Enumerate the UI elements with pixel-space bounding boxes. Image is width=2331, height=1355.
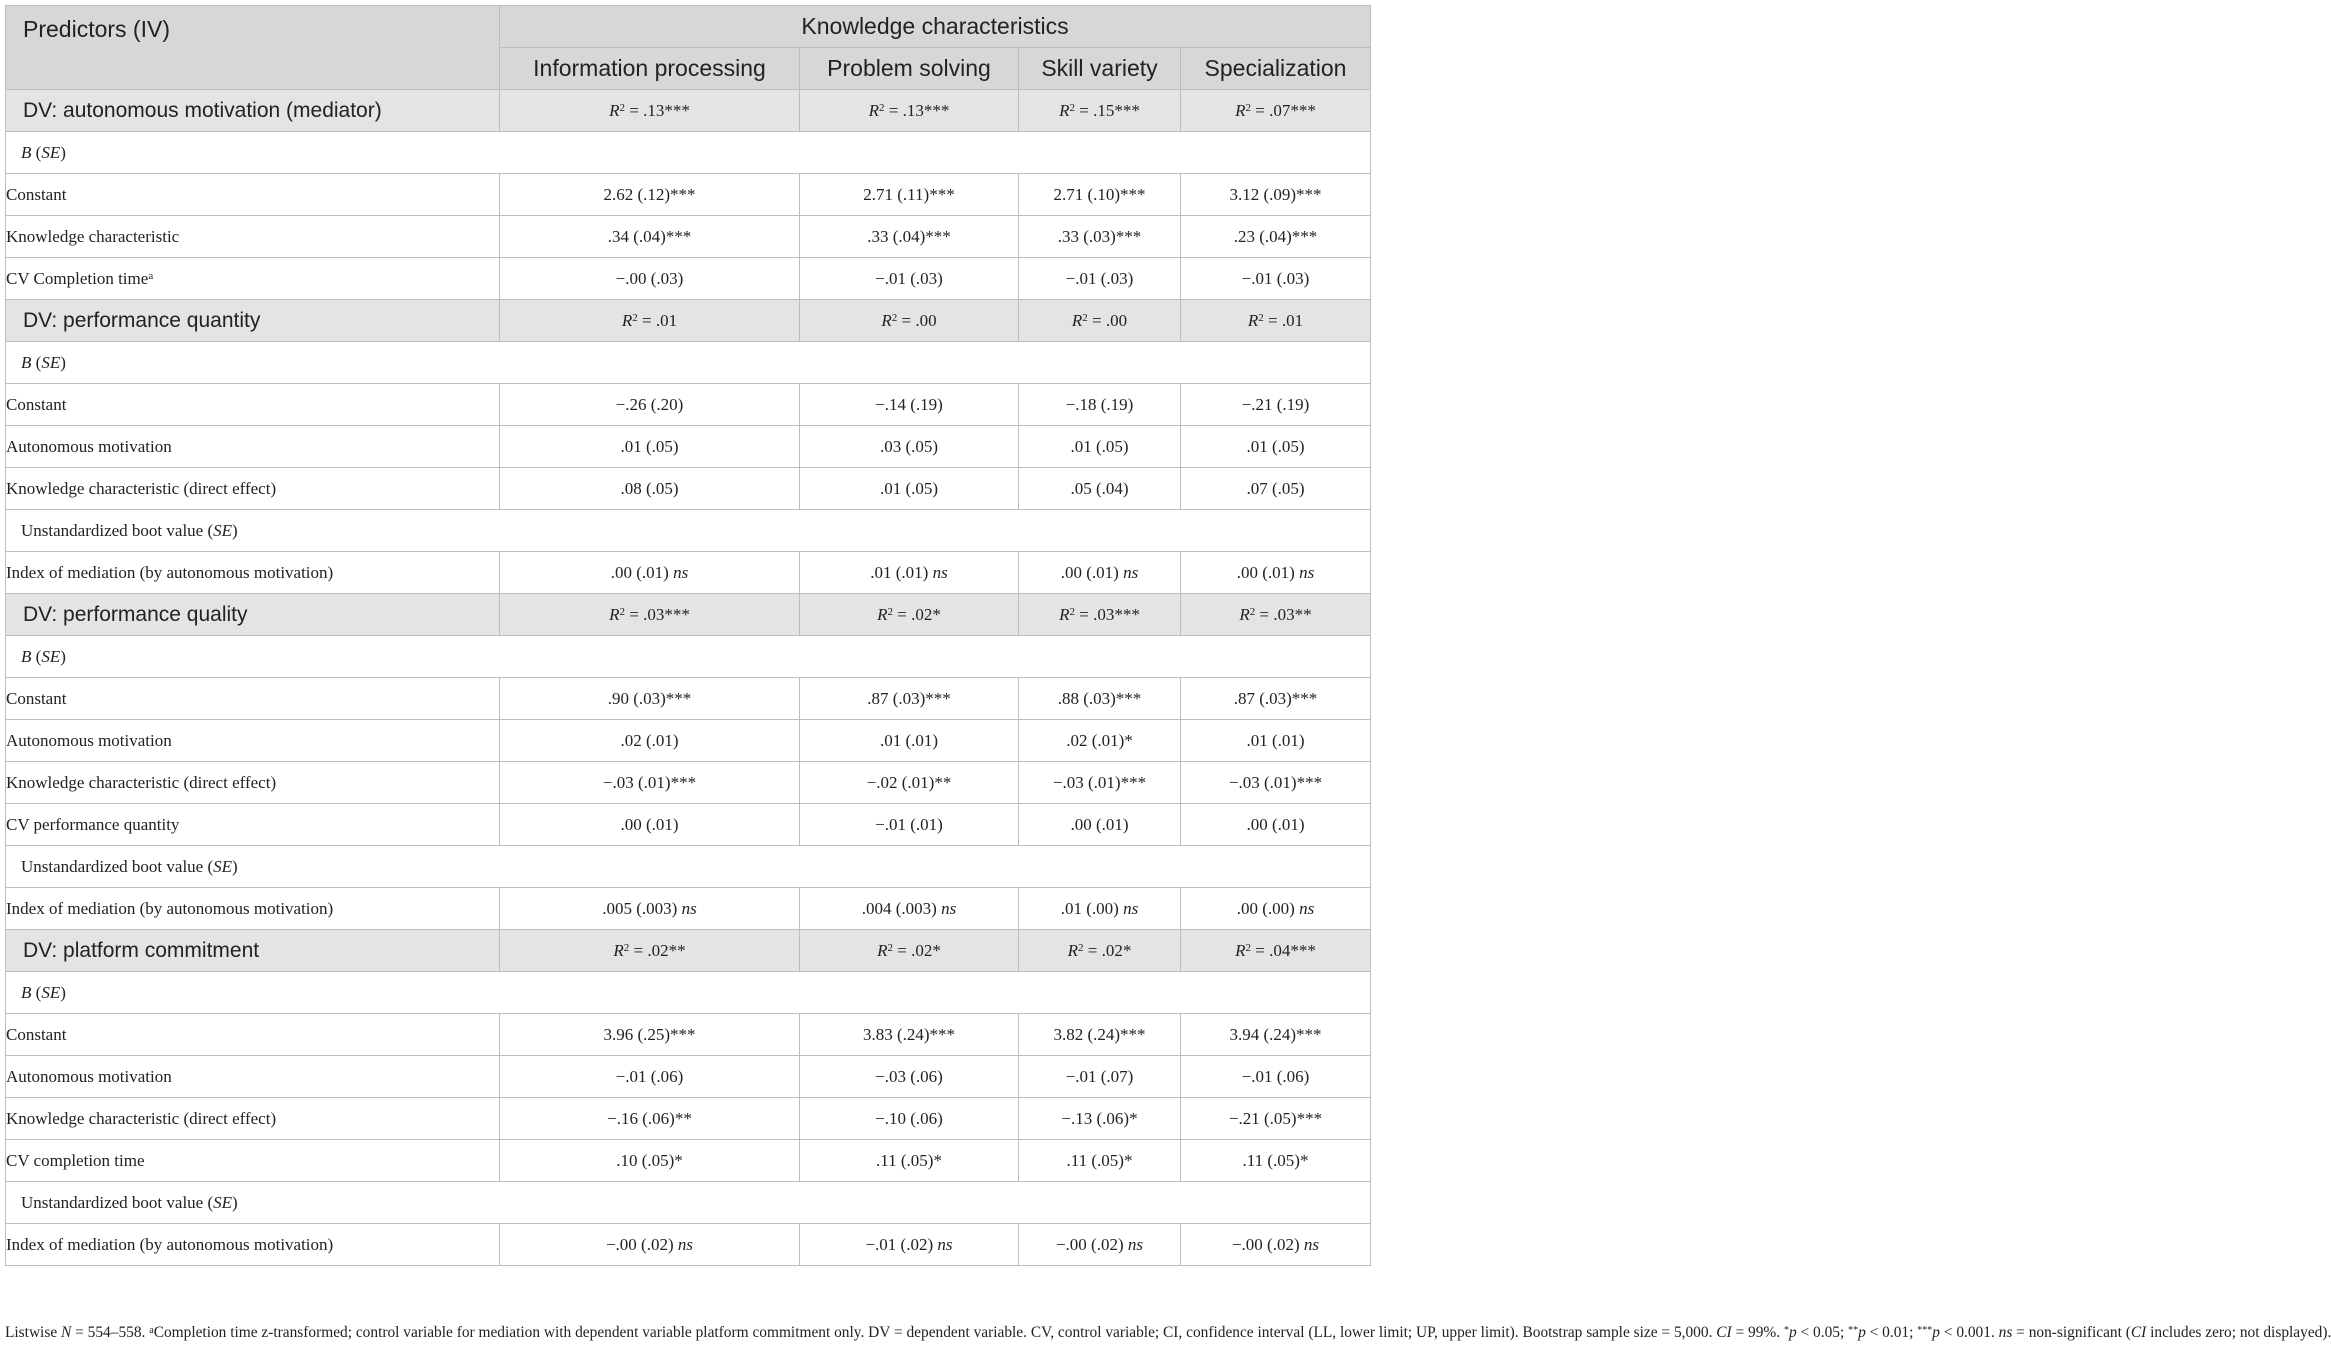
subheader-label: Unstandardized boot value (SE) bbox=[6, 846, 1371, 888]
value-cell: −.00 (.03) bbox=[500, 258, 800, 300]
r-squared-value: = .03*** bbox=[629, 604, 690, 624]
value-cell: −.01 (.07) bbox=[1019, 1056, 1181, 1098]
value-cell: 2.62 (.12)*** bbox=[500, 174, 800, 216]
column-header-specialization: Specialization bbox=[1181, 48, 1371, 90]
value-cell: −.00 (.02) ns bbox=[1019, 1224, 1181, 1266]
row-label: Index of mediation (by autonomous motivation) bbox=[6, 1224, 500, 1266]
column-header-problem-solving: Problem solving bbox=[800, 48, 1019, 90]
subheader-label: B (SE) bbox=[6, 342, 1371, 384]
r-squared-value: = .03** bbox=[1259, 604, 1312, 624]
value-cell: .11 (.05)* bbox=[1181, 1140, 1371, 1182]
r-squared-cell: $R^2 = .01$ bbox=[1181, 300, 1371, 342]
value-cell: −.21 (.19) bbox=[1181, 384, 1371, 426]
knowledge-characteristics-header: Knowledge characteristics bbox=[500, 6, 1371, 48]
r-squared-cell: $R^2 = .03***$ bbox=[1019, 594, 1181, 636]
table-row bbox=[6, 258, 1371, 300]
value-cell: .33 (.04)*** bbox=[800, 216, 1019, 258]
value-cell: −.16 (.06)** bbox=[500, 1098, 800, 1140]
section-row bbox=[6, 300, 1371, 342]
value-cell: 3.82 (.24)*** bbox=[1019, 1014, 1181, 1056]
section-row bbox=[6, 930, 1371, 972]
row-label: CV completion time bbox=[6, 1140, 500, 1182]
r-squared-value: = .01 bbox=[642, 310, 678, 330]
r-squared-value: = .07*** bbox=[1255, 100, 1316, 120]
table-row bbox=[6, 174, 1371, 216]
r-squared-cell: $R^2 = .15***$ bbox=[1019, 90, 1181, 132]
value-cell: .23 (.04)*** bbox=[1181, 216, 1371, 258]
value-cell: −.10 (.06) bbox=[800, 1098, 1019, 1140]
value-cell: .01 (.01) ns bbox=[800, 552, 1019, 594]
value-cell: .11 (.05)* bbox=[800, 1140, 1019, 1182]
r-squared-value: = .01 bbox=[1268, 310, 1304, 330]
subheader-label: B (SE) bbox=[6, 636, 1371, 678]
value-cell: .01 (.05) bbox=[800, 468, 1019, 510]
value-cell: .90 (.03)*** bbox=[500, 678, 800, 720]
value-cell: .01 (.05) bbox=[500, 426, 800, 468]
table-row bbox=[6, 468, 1371, 510]
table-row bbox=[6, 1056, 1371, 1098]
r-squared-value: = .02** bbox=[633, 940, 686, 960]
value-cell: 3.83 (.24)*** bbox=[800, 1014, 1019, 1056]
row-label: Autonomous motivation bbox=[6, 1056, 500, 1098]
value-cell: .00 (.01) ns bbox=[1181, 552, 1371, 594]
row-label: Constant bbox=[6, 384, 500, 426]
subheader-label: Unstandardized boot value (SE) bbox=[6, 510, 1371, 552]
value-cell: .10 (.05)* bbox=[500, 1140, 800, 1182]
r-squared-cell: $R^2 = .13***$ bbox=[800, 90, 1019, 132]
r-squared-value: = .13*** bbox=[629, 100, 690, 120]
table-row bbox=[6, 216, 1371, 258]
subheader-row bbox=[6, 342, 1371, 384]
r-squared-cell: $R^2 = .07***$ bbox=[1181, 90, 1371, 132]
value-cell: .01 (.05) bbox=[1019, 426, 1181, 468]
r-squared-value: = .02* bbox=[897, 940, 941, 960]
subheader-label: Unstandardized boot value (SE) bbox=[6, 1182, 1371, 1224]
value-cell: −.01 (.03) bbox=[1019, 258, 1181, 300]
value-cell: 3.96 (.25)*** bbox=[500, 1014, 800, 1056]
subheader-row bbox=[6, 132, 1371, 174]
subheader-row bbox=[6, 972, 1371, 1014]
subheader-row bbox=[6, 846, 1371, 888]
r-squared-value: = .03*** bbox=[1079, 604, 1140, 624]
value-cell: −.03 (.06) bbox=[800, 1056, 1019, 1098]
section-row bbox=[6, 594, 1371, 636]
r-squared-cell: $R^2 = .00$ bbox=[800, 300, 1019, 342]
r-squared-cell: $R^2 = .02*$ bbox=[800, 594, 1019, 636]
row-label: Constant bbox=[6, 174, 500, 216]
value-cell: −.01 (.06) bbox=[1181, 1056, 1371, 1098]
table-row bbox=[6, 1224, 1371, 1266]
r-squared-value: = .04*** bbox=[1255, 940, 1316, 960]
value-cell: −.03 (.01)*** bbox=[1019, 762, 1181, 804]
table-footnote: Listwise N = 554–558. $^a$Completion time z-transformed; control variable for mediation with dependent variable platform commitment only. DV = dependent variable. CV, control variable; CI, confidence interval (LL, lower limit; UP, upper limit). Bootstrap sample size = 5,000. CI = 99%. *p < 0.05; **p < 0.01; ***p < 0.001. ns = non-significant (CI includes zero; not displayed). bbox=[5, 1324, 2331, 1341]
row-label: Autonomous motivation bbox=[6, 720, 500, 762]
value-cell: .03 (.05) bbox=[800, 426, 1019, 468]
value-cell: .11 (.05)* bbox=[1019, 1140, 1181, 1182]
value-cell: −.01 (.01) bbox=[800, 804, 1019, 846]
value-cell: .00 (.01) ns bbox=[500, 552, 800, 594]
r-squared-value: = .00 bbox=[901, 310, 937, 330]
row-label: Knowledge characteristic (direct effect) bbox=[6, 762, 500, 804]
row-label: Index of mediation (by autonomous motivation) bbox=[6, 552, 500, 594]
value-cell: .33 (.03)*** bbox=[1019, 216, 1181, 258]
row-label: Autonomous motivation bbox=[6, 426, 500, 468]
value-cell: .02 (.01) bbox=[500, 720, 800, 762]
section-label: DV: performance quality bbox=[6, 594, 500, 636]
r-squared-cell: $R^2 = .02**$ bbox=[500, 930, 800, 972]
table-row bbox=[6, 426, 1371, 468]
row-label: CV performance quantity bbox=[6, 804, 500, 846]
row-label: Index of mediation (by autonomous motivation) bbox=[6, 888, 500, 930]
value-cell: .01 (.01) bbox=[1181, 720, 1371, 762]
value-cell: −.00 (.02) ns bbox=[500, 1224, 800, 1266]
value-cell: −.03 (.01)*** bbox=[500, 762, 800, 804]
table-body bbox=[6, 90, 1371, 1266]
value-cell: 2.71 (.10)*** bbox=[1019, 174, 1181, 216]
value-cell: 2.71 (.11)*** bbox=[800, 174, 1019, 216]
value-cell: .02 (.01)* bbox=[1019, 720, 1181, 762]
results-table bbox=[5, 5, 1371, 1266]
row-label: CV Completion time$^a$ bbox=[6, 258, 500, 300]
r-squared-value: = .13*** bbox=[888, 100, 950, 120]
value-cell: −.01 (.03) bbox=[800, 258, 1019, 300]
table-row bbox=[6, 1014, 1371, 1056]
r-squared-cell: $R^2 = .02*$ bbox=[800, 930, 1019, 972]
value-cell: −.14 (.19) bbox=[800, 384, 1019, 426]
value-cell: .01 (.00) ns bbox=[1019, 888, 1181, 930]
value-cell: .07 (.05) bbox=[1181, 468, 1371, 510]
subheader-row bbox=[6, 636, 1371, 678]
r-squared-cell: $R^2 = .04***$ bbox=[1181, 930, 1371, 972]
table-row bbox=[6, 384, 1371, 426]
value-cell: .00 (.01) ns bbox=[1019, 552, 1181, 594]
subheader-label: B (SE) bbox=[6, 132, 1371, 174]
value-cell: .00 (.00) ns bbox=[1181, 888, 1371, 930]
section-row bbox=[6, 90, 1371, 132]
column-header-information-processing: Information processing bbox=[500, 48, 800, 90]
value-cell: .01 (.01) bbox=[800, 720, 1019, 762]
value-cell: .005 (.003) ns bbox=[500, 888, 800, 930]
row-label: Constant bbox=[6, 678, 500, 720]
section-label: DV: autonomous motivation (mediator) bbox=[6, 90, 500, 132]
predictors-header: Predictors (IV) bbox=[6, 6, 500, 90]
value-cell: −.02 (.01)** bbox=[800, 762, 1019, 804]
r-squared-cell: $R^2 = .03**$ bbox=[1181, 594, 1371, 636]
r-squared-cell: $R^2 = .13***$ bbox=[500, 90, 800, 132]
row-label: Knowledge characteristic (direct effect) bbox=[6, 468, 500, 510]
r-squared-cell: $R^2 = .01$ bbox=[500, 300, 800, 342]
r-squared-cell: $R^2 = .02*$ bbox=[1019, 930, 1181, 972]
value-cell: −.26 (.20) bbox=[500, 384, 800, 426]
value-cell: .87 (.03)*** bbox=[1181, 678, 1371, 720]
row-label: Knowledge characteristic (direct effect) bbox=[6, 1098, 500, 1140]
value-cell: .05 (.04) bbox=[1019, 468, 1181, 510]
row-label: Knowledge characteristic bbox=[6, 216, 500, 258]
value-cell: .004 (.003) ns bbox=[800, 888, 1019, 930]
r-squared-cell: $R^2 = .00$ bbox=[1019, 300, 1181, 342]
table-row bbox=[6, 888, 1371, 930]
value-cell: 3.12 (.09)*** bbox=[1181, 174, 1371, 216]
section-label: DV: performance quantity bbox=[6, 300, 500, 342]
r-squared-value: = .15*** bbox=[1079, 100, 1140, 120]
table-row bbox=[6, 804, 1371, 846]
value-cell: −.03 (.01)*** bbox=[1181, 762, 1371, 804]
value-cell: .01 (.05) bbox=[1181, 426, 1371, 468]
column-header-skill-variety: Skill variety bbox=[1019, 48, 1181, 90]
r-squared-value: = .02* bbox=[897, 604, 941, 624]
value-cell: −.01 (.03) bbox=[1181, 258, 1371, 300]
table-row bbox=[6, 762, 1371, 804]
value-cell: .87 (.03)*** bbox=[800, 678, 1019, 720]
table-row bbox=[6, 1098, 1371, 1140]
table-row bbox=[6, 720, 1371, 762]
value-cell: −.21 (.05)*** bbox=[1181, 1098, 1371, 1140]
value-cell: −.00 (.02) ns bbox=[1181, 1224, 1371, 1266]
value-cell: .88 (.03)*** bbox=[1019, 678, 1181, 720]
table-row bbox=[6, 1140, 1371, 1182]
value-cell: −.13 (.06)* bbox=[1019, 1098, 1181, 1140]
value-cell: −.01 (.02) ns bbox=[800, 1224, 1019, 1266]
value-cell: .34 (.04)*** bbox=[500, 216, 800, 258]
value-cell: .00 (.01) bbox=[500, 804, 800, 846]
section-label: DV: platform commitment bbox=[6, 930, 500, 972]
table-row bbox=[6, 552, 1371, 594]
value-cell: −.01 (.06) bbox=[500, 1056, 800, 1098]
value-cell: .00 (.01) bbox=[1181, 804, 1371, 846]
row-label: Constant bbox=[6, 1014, 500, 1056]
subheader-label: B (SE) bbox=[6, 972, 1371, 1014]
value-cell: .00 (.01) bbox=[1019, 804, 1181, 846]
r-squared-value: = .00 bbox=[1092, 310, 1128, 330]
r-squared-value: = .02* bbox=[1087, 940, 1132, 960]
value-cell: .08 (.05) bbox=[500, 468, 800, 510]
value-cell: −.18 (.19) bbox=[1019, 384, 1181, 426]
value-cell: 3.94 (.24)*** bbox=[1181, 1014, 1371, 1056]
subheader-row bbox=[6, 1182, 1371, 1224]
r-squared-cell: $R^2 = .03***$ bbox=[500, 594, 800, 636]
table-row bbox=[6, 678, 1371, 720]
subheader-row bbox=[6, 510, 1371, 552]
